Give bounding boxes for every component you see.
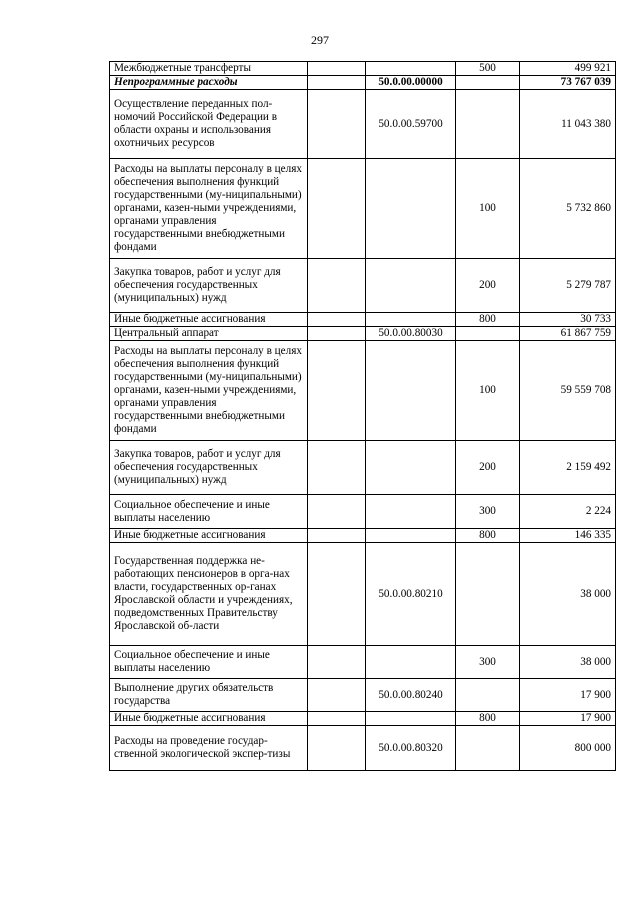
row-code-cell [366, 441, 456, 495]
row-name-cell: Закупка товаров, работ и услуг для обеспечения государственных (муниципальных) нужд [110, 441, 308, 495]
row-empty-cell [308, 441, 366, 495]
row-empty-cell [308, 726, 366, 771]
row-expense-type-cell [456, 90, 520, 159]
row-sum-cell: 38 000 [520, 646, 616, 679]
row-code-cell [366, 62, 456, 76]
row-code-cell: 50.0.00.80240 [366, 679, 456, 712]
row-empty-cell [308, 543, 366, 646]
row-sum-cell: 38 000 [520, 543, 616, 646]
row-sum-cell: 2 159 492 [520, 441, 616, 495]
table-row [110, 543, 616, 646]
row-code-cell: 50.0.00.80320 [366, 726, 456, 771]
row-empty-cell [308, 646, 366, 679]
table-row [110, 646, 616, 679]
row-expense-type-cell [456, 76, 520, 90]
row-name-cell: Осуществление переданных пол-номочий Российской Федерации в области охраны и использования охотничьих ресурсов [110, 90, 308, 159]
budget-table-body [110, 62, 616, 771]
row-expense-type-cell: 800 [456, 712, 520, 726]
row-empty-cell [308, 313, 366, 327]
row-code-cell: 50.0.00.00000 [366, 76, 456, 90]
row-expense-type-cell [456, 679, 520, 712]
table-row [110, 679, 616, 712]
row-expense-type-cell: 800 [456, 313, 520, 327]
row-expense-type-cell: 800 [456, 529, 520, 543]
row-code-cell: 50.0.00.80210 [366, 543, 456, 646]
table-row [110, 495, 616, 529]
row-sum-cell: 5 732 860 [520, 159, 616, 259]
table-row [110, 159, 616, 259]
row-sum-cell: 61 867 759 [520, 327, 616, 341]
row-code-cell [366, 529, 456, 543]
row-code-cell: 50.0.00.59700 [366, 90, 456, 159]
row-name-cell: Иные бюджетные ассигнования [110, 712, 308, 726]
table-row [110, 341, 616, 441]
budget-table [109, 61, 616, 771]
row-name-cell: Центральный аппарат [110, 327, 308, 341]
row-empty-cell [308, 679, 366, 712]
table-row [110, 259, 616, 313]
row-name-cell: Расходы на проведение государ-ственной экологической экспер-тизы [110, 726, 308, 771]
table-row [110, 76, 616, 90]
row-sum-cell: 73 767 039 [520, 76, 616, 90]
row-name-cell: Социальное обеспечение и иные выплаты населению [110, 495, 308, 529]
table-row [110, 62, 616, 76]
row-expense-type-cell [456, 543, 520, 646]
table-row [110, 726, 616, 771]
row-code-cell [366, 712, 456, 726]
row-sum-cell: 800 000 [520, 726, 616, 771]
page-number: 297 [311, 33, 329, 47]
table-row [110, 712, 616, 726]
row-sum-cell: 17 900 [520, 679, 616, 712]
row-empty-cell [308, 327, 366, 341]
row-name-cell: Выполнение других обязательств государства [110, 679, 308, 712]
table-row [110, 90, 616, 159]
row-name-cell: Закупка товаров, работ и услуг для обеспечения государственных (муниципальных) нужд [110, 259, 308, 313]
row-expense-type-cell: 300 [456, 646, 520, 679]
row-sum-cell: 499 921 [520, 62, 616, 76]
row-code-cell [366, 341, 456, 441]
row-code-cell [366, 646, 456, 679]
row-empty-cell [308, 259, 366, 313]
row-name-cell: Иные бюджетные ассигнования [110, 529, 308, 543]
row-empty-cell [308, 495, 366, 529]
row-empty-cell [308, 712, 366, 726]
row-empty-cell [308, 341, 366, 441]
row-sum-cell: 5 279 787 [520, 259, 616, 313]
row-name-cell: Расходы на выплаты персоналу в целях обеспечения выполнения функций государственными (му-ниципальными) органами, казен-ными учреждениями, органами управления государственными внебюджетными фондами [110, 341, 308, 441]
row-name-cell: Межбюджетные трансферты [110, 62, 308, 76]
row-name-cell: Расходы на выплаты персоналу в целях обеспечения выполнения функций государственными (му-ниципальными) органами, казен-ными учреждениями, органами управления государственными внебюджетными фондами [110, 159, 308, 259]
row-expense-type-cell: 200 [456, 441, 520, 495]
row-expense-type-cell [456, 327, 520, 341]
row-code-cell [366, 495, 456, 529]
row-code-cell: 50.0.00.80030 [366, 327, 456, 341]
row-code-cell [366, 313, 456, 327]
row-empty-cell [308, 90, 366, 159]
row-name-cell: Иные бюджетные ассигнования [110, 313, 308, 327]
row-sum-cell: 30 733 [520, 313, 616, 327]
row-code-cell [366, 259, 456, 313]
row-name-cell: Государственная поддержка не-работающих пенсионеров в орга-нах власти, государственных ор-ганах Ярославской области и учреждениях, подведомственных Правительству Ярославской об-ласти [110, 543, 308, 646]
row-empty-cell [308, 529, 366, 543]
row-empty-cell [308, 62, 366, 76]
row-expense-type-cell: 100 [456, 341, 520, 441]
table-row [110, 441, 616, 495]
row-expense-type-cell [456, 726, 520, 771]
row-sum-cell: 11 043 380 [520, 90, 616, 159]
row-sum-cell: 2 224 [520, 495, 616, 529]
row-code-cell [366, 159, 456, 259]
row-expense-type-cell: 300 [456, 495, 520, 529]
row-sum-cell: 59 559 708 [520, 341, 616, 441]
row-name-cell: Социальное обеспечение и иные выплаты населению [110, 646, 308, 679]
row-name-cell: Непрограммные расходы [110, 76, 308, 90]
row-empty-cell [308, 76, 366, 90]
row-empty-cell [308, 159, 366, 259]
table-row [110, 313, 616, 327]
table-row [110, 327, 616, 341]
table-row [110, 529, 616, 543]
row-sum-cell: 146 335 [520, 529, 616, 543]
row-expense-type-cell: 200 [456, 259, 520, 313]
row-expense-type-cell: 500 [456, 62, 520, 76]
row-sum-cell: 17 900 [520, 712, 616, 726]
row-expense-type-cell: 100 [456, 159, 520, 259]
